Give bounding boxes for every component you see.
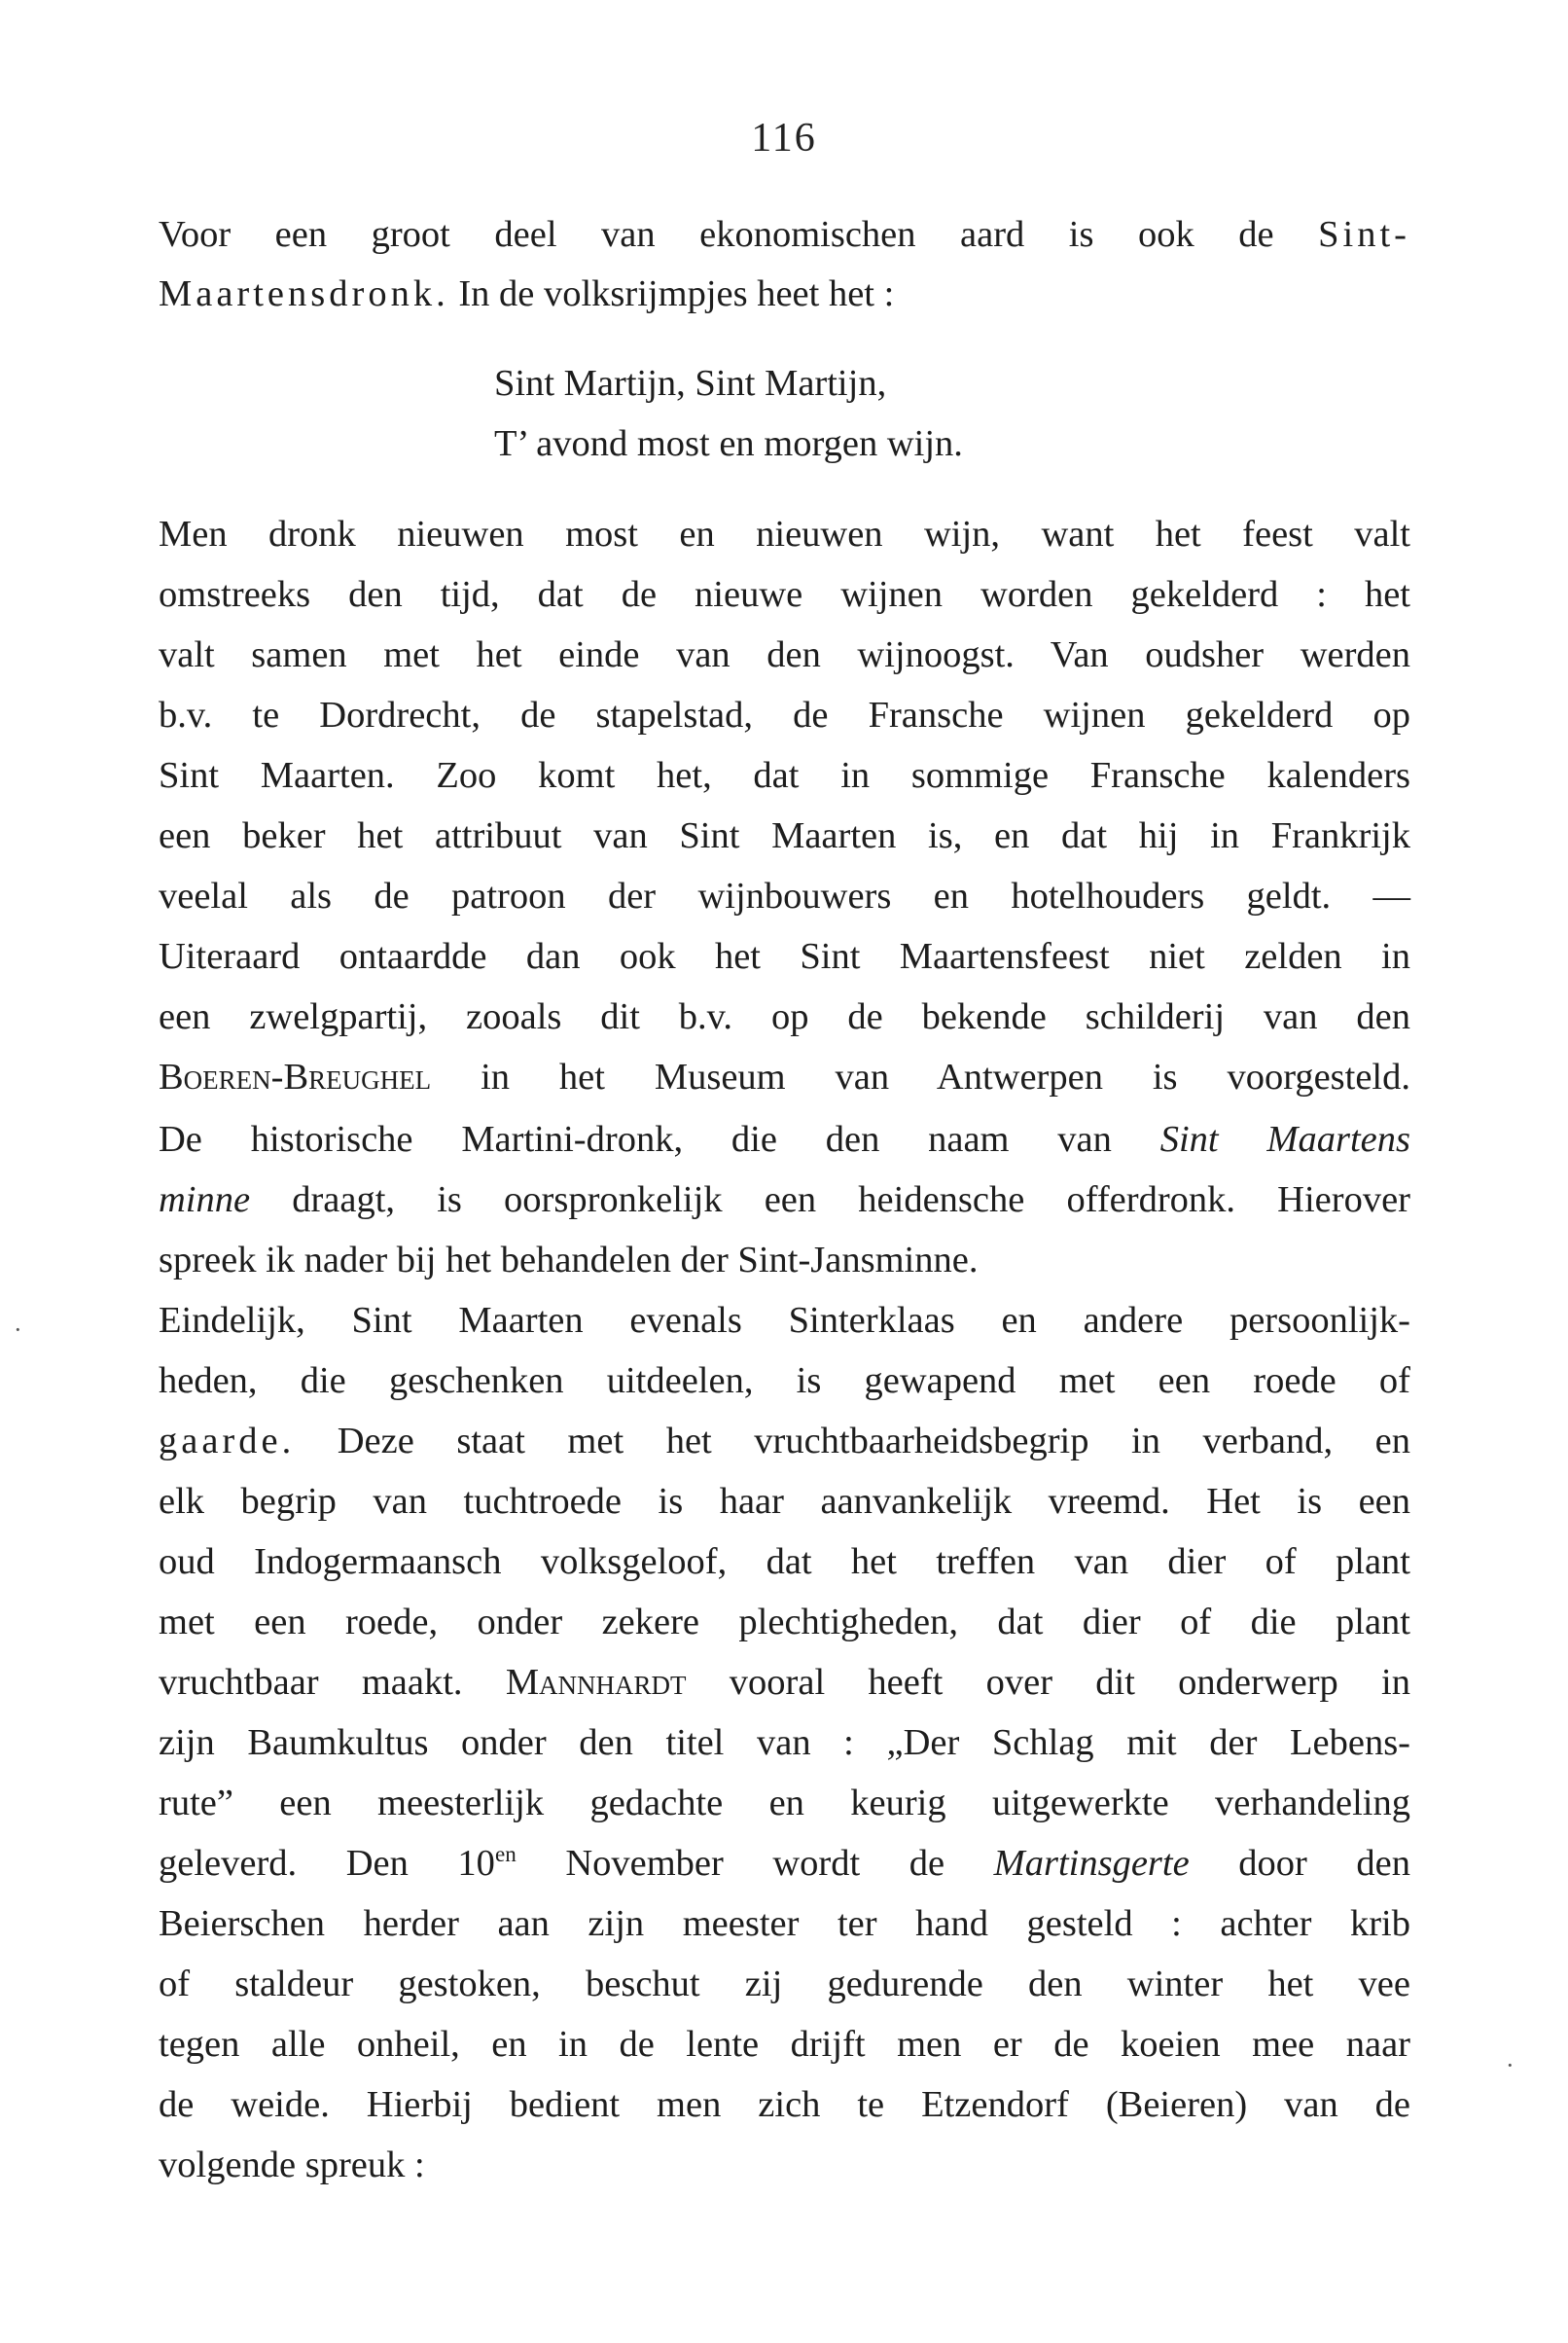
text-line (159, 1181, 1410, 1219)
text-line: Eindelijk, Sint Maarten evenals Sinterklaas en andere persoonlijk- (159, 1300, 1410, 1341)
text-line: spreek ik nader bij het behandelen der Sint-Jansminne. (159, 1240, 979, 1280)
print-speck: · (14, 1316, 22, 1344)
text-span: draagt, is oorspronkelijk een heidensche offerdronk. Hierover (250, 1179, 1410, 1220)
spaced-text: Maartensdronk. (159, 273, 449, 314)
text-line (159, 1059, 1410, 1097)
print-speck: · (1506, 2051, 1515, 2079)
text-line: elk begrip van tuchtroede is haar aanvankelijk vreemd. Het is een (159, 1481, 1410, 1522)
italic-text: Sint Maartens (1159, 1119, 1410, 1160)
text-line: Men dronk nieuwen most en nieuwen wijn, want het feest valt (159, 514, 1410, 555)
text-line: heden, die geschenken uitdeelen, is gewapend met een roede of (159, 1360, 1410, 1401)
text-line: de weide. Hierbij bedient men zich te Etzendorf (Beieren) van de (159, 2084, 1410, 2125)
text-line: met een roede, onder zekere plechtigheden, dat dier of die plant (159, 1602, 1410, 1642)
text-span: vooral heeft over dit onderwerp in (686, 1662, 1411, 1703)
text-span: door den (1189, 1843, 1410, 1884)
text-line: een zwelgpartij, zooals dit b.v. op de bekende schilderij van den (159, 996, 1410, 1037)
verse-line: T’ avond most en morgen wijn. (494, 423, 963, 464)
text-span: Deze staat met het vruchtbaarheidsbegrip in verband, en (295, 1421, 1410, 1461)
author-name: Mannhardt (505, 1662, 687, 1703)
text-line: Sint Maarten. Zoo komt het, dat in sommige Fransche kalenders (159, 755, 1410, 796)
text-line (159, 1841, 1410, 1884)
text-line (159, 275, 1410, 313)
text-line (159, 1121, 1410, 1159)
text-line (159, 216, 1410, 254)
text-span: In de volksrijmpjes heet het : (458, 273, 895, 314)
text-span: in het Museum van Antwerpen is voorgesteld. (431, 1057, 1410, 1098)
text-line: volgende spreuk : (159, 2145, 425, 2185)
text-line: Uiteraard ontaardde dan ook het Sint Maartensfeest niet zelden in (159, 936, 1410, 977)
text-span: De historische Martini-dronk, die den naam van (159, 1119, 1160, 1160)
text-line: een beker het attribuut van Sint Maarten is, en dat hij in Frankrijk (159, 815, 1410, 856)
superscript: en (494, 1841, 517, 1867)
text-line: valt samen met het einde van den wijnoogst. Van oudsher werden (159, 634, 1410, 675)
text-line (159, 1664, 1410, 1702)
text-line (159, 1423, 1410, 1460)
text-span: geleverd. Den 10 (159, 1843, 495, 1884)
text-span: November wordt de (516, 1843, 994, 1884)
text-span: Voor een groot deel van ekonomischen aard is ook de (159, 214, 1274, 255)
text-span: vruchtbaar maakt. (159, 1662, 506, 1703)
author-name: Boeren-Breughel (159, 1057, 432, 1098)
italic-text: Martinsgerte (993, 1843, 1190, 1884)
text-line: oud Indogermaansch volksgeloof, dat het treffen van dier of plant (159, 1541, 1410, 1582)
spaced-text: Sint- (1318, 214, 1410, 255)
text-line: b.v. te Dordrecht, de stapelstad, de Fransche wijnen gekelderd op (159, 695, 1410, 736)
italic-text: minne (159, 1179, 251, 1220)
text-line: Beierschen herder aan zijn meester ter hand gesteld : achter krib (159, 1903, 1410, 1944)
page-number: 116 (751, 116, 817, 161)
text-line: of staldeur gestoken, beschut zij gedurende den winter het vee (159, 1964, 1410, 2004)
spaced-text: gaarde. (159, 1421, 296, 1461)
verse-line: Sint Martijn, Sint Martijn, (494, 363, 887, 404)
text-line: tegen alle onheil, en in de lente drijft men er de koeien mee naar (159, 2024, 1410, 2065)
text-line: zijn Baumkultus onder den titel van : „Der Schlag mit der Lebens- (159, 1722, 1410, 1763)
text-line: veelal als de patroon der wijnbouwers en hotelhouders geldt. — (159, 876, 1410, 917)
text-line: omstreeks den tijd, dat de nieuwe wijnen worden gekelderd : het (159, 574, 1410, 615)
text-line: rute” een meesterlijk gedachte en keurig uitgewerkte verhandeling (159, 1783, 1410, 1823)
